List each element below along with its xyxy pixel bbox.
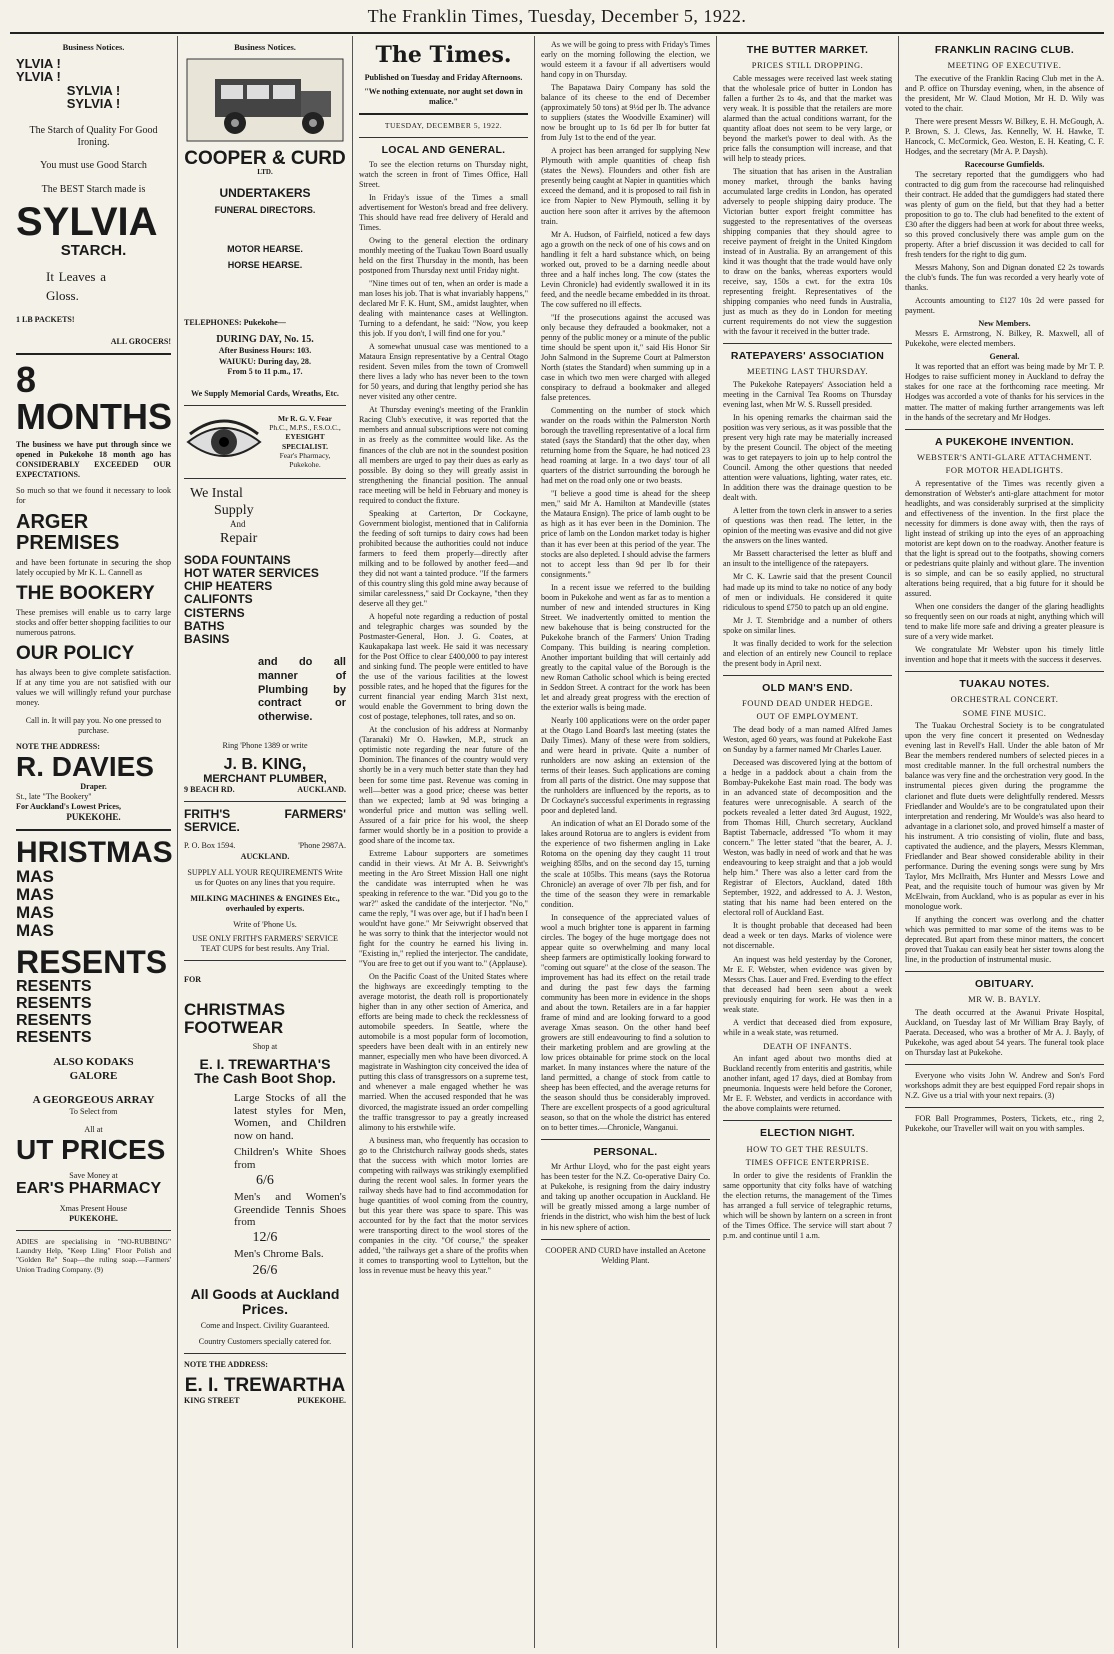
article-paragraph: A somewhat unusual case was mentioned to a Mataura Ensign representative by a Central Otago resident. Seven miles from the town of Cromwell there lives a lady who has never been to the town for 50 years, and during that lengthy period she has never visited any other centre. [359,342,528,402]
leaves-gloss: It Leaves a Gloss. [46,269,106,303]
repair: Repair [220,531,258,547]
select-from: To Select from [69,1107,118,1117]
obituary-text: The death occurred at the Awanui Private Hospital, Auckland, on Tuesday last of Mr William Bray Bayly, of Paerata. Deceased, who was a brother of Mr A. J. Bayly, of Pukekohe, was aged about 54 years. The funeral took place on Thursday last at Pukekohe. [905,1007,1104,1057]
published: Published on Tuesday and Friday Afternoons. [364,73,523,83]
sylvia-line: YLVIA ! [16,55,61,71]
election-subheading: TIMES OFFICE ENTERPRISE. [745,1157,870,1168]
mas-line: MAS [16,902,54,922]
article-paragraph: In consequence of the appreciated values of wool a much brighter tone is apparent in farming circles. The bogey of the huge mortgage does not appear quite so overwhelming and many local sheep farmers are optimistically looking forward to "coming out square" at the close of the season. The improvement has had its effect on the retail trade and during the past few days the farming community has been more in evidence in the shops and about the town. Retailers are in a far happier frame of mind and are looking forward to a good average Xmas season. On the other hand beef growers are still endeavouring to find a solution to their marketing problem and are growling at the low prices obtainable for prime stock on the local market. In many instances where the nature of the land permitted, a change of stock from cattle to sheep has been effected, and the average returns for the season should thus be considerably improved. There are excellent prospects of a good agricultural season, so that on the whole the district has entered on to better times.—Chronicle, Wanganui. [541,912,710,1133]
price-chrome: 26/6 [252,1263,278,1278]
chrome-bals: Men's Chrome Bals. [234,1248,324,1261]
cooper-note: COOPER AND CURD have installed an Acetone Welding Plant. [545,1245,706,1265]
bookery-text: These premises will enable us to carry large stocks and offer better shopping facilities to our numerous patrons. [16,607,171,637]
article-paragraph: Mr C. K. Lawrie said that the present Council had made up its mind to take no notice of any body of men or individuals. He considered it quite ridiculous to spend £750 to patch up an old engine. [723,572,892,612]
article-paragraph: It was reported that an effort was being made by Mr T. P. Hodges to raise sufficient money in Auckland to defray the stakes for one race at the forthcoming race meeting. Mr Hodges was accorded a vote of thanks for his services in the matter. The matter of making further arrangements was left in the hands of the secretary and Mr Hodges. [905,362,1104,422]
tennis-shoes: Men's and Women's Greendide Tennis Shoes from [234,1191,346,1229]
sylvia-line: SYLVIA ! [66,82,121,98]
pharmacy: EAR'S PHARMACY [16,1179,162,1197]
racing-club-heading: FRANKLIN RACING CLUB. [934,44,1075,56]
during-day: DURING DAY, No. 15. [216,334,314,346]
childrens-shoes: Children's White Shoes from [234,1146,346,1172]
obituary-heading: OBITUARY. [975,978,1034,991]
packets: 1 LB PACKETS! [16,314,75,324]
service-item: CALIFONTS [184,592,253,607]
article-paragraph: The Tuakau Orchestral Society is to be congratulated upon the very fine concert it presented on Wednesday evening last in Revell's Hall. Under the able baton of Mr Bear the members rendered numbers of selected pieces in a most creditable manner. In the full orchestral numbers the balance was very fine and the orchestration very good. In the instrumental pieces given during the programme the clarionet and flute duets were delightfully rendered. Messrs Friedlander and Woulde's are to be congratulated upon their interpretation and rendering. Mr Woulde's was also heard to advantage in a clarionet solo, and proved himself a master of his instrument. A trio consisting of violin, flute and bass, captivated the audience, and the players, Messrs Klemman, Friedlander and Bear showed considerable ability in their performance. During the evening songs were sung by Mrs Taylor, Mrs McIlraith, Mrs Hunter and Messrs Lowe and Peat, and the requisite touch of humour was given by Mr McElwain, from Auckland, who is as popular as ever in his monologue work. [905,721,1104,911]
grocers: ALL GROCERS! [110,336,171,346]
service-item: CISTERNS [184,605,245,620]
sylvia-big: SYLVIA [16,199,158,244]
invention-subheading: FOR MOTOR HEADLIGHTS. [945,465,1064,476]
save-money: Save Money at [69,1170,118,1180]
article-paragraph: A letter from the town clerk in answer to a series of questions was then read. The letter, in the opinion of the meeting was evasive and did not give the answers on the lines wanted. [723,506,892,546]
found-text: So much so that we found it necessary to look for [16,485,171,505]
draper: Draper. [80,781,107,791]
article-paragraph: A hopeful note regarding a reduction of postal and telegraphic charges was sounded by the Postmaster-General, Hon. J. G. Coates, at Kaukapakapa last week. He said it was necessary for the Post Office to clear £400,000 to pay interest and sinking fund. The people were entitled to have the use of the various facilities at the lowest possible rates, and he hoped that the figures for the current financial year ending March 31st next, would enable the Government to bring down the cost of postage, telephones, toll rates, and so on. [359,612,528,722]
ford-notice: Everyone who visits John W. Andrew and Son's Ford workshops admit they are best equipped Ford repair shops in N.Z. Give us a trial with your next repairs. (3) [905,1070,1104,1100]
column-5 [717,36,899,1648]
invention-heading: A PUKEKOHE INVENTION. [935,435,1074,448]
article-paragraph: Messrs E. Armstrong, N. Bilkey, R. Maxwell, all of Pukekohe, were elected members. [905,329,1104,349]
after-hours: After Business Hours: 103. [218,346,312,356]
members-heading: New Members. [978,319,1031,329]
masthead: The Franklin Times, Tuesday, December 5, 1922. [367,6,747,26]
undertakers: UNDERTAKERS [219,186,311,201]
price-children: 6/6 [256,1172,274,1188]
article-paragraph: There were present Messrs W. Bilkey, E. H. McGough, A. P. Brown, S. J. Clews, Jas. Kennelly, W. H. Hawke, T. Hancock, C. McCormick, Geo. Weston, E. H. Keating, C. F. Hodges, and the secretary (Mr A. P. Daysh). [905,116,1104,156]
programmes-notice: FOR Ball Programmes, Posters, Tickets, etc., ring 2, Pukekohe, our Traveller will wait on you with samples. [905,1113,1104,1133]
cash-boot-shop: The Cash Boot Shop. [194,1070,336,1087]
service-item: BASINS [184,631,230,646]
personal-heading: PERSONAL. [593,1146,658,1159]
invention-subheading: WEBSTER'S ANTI-GLARE ATTACHMENT. [916,451,1093,462]
ltd: LTD. [257,168,273,177]
butter-market-heading: THE BUTTER MARKET. [746,44,869,56]
shop-at: Shop at [252,1042,278,1052]
plumbing-text: and do all manner of Plumbing by contract or otherwise. [258,656,346,724]
note-address: NOTE THE ADDRESS: [184,1359,268,1369]
ratepayers-subheading: MEETING LAST THURSDAY. [747,366,868,377]
article-paragraph: The situation that has arisen in the Australian money market, through the banks having accumulated large credits in London, has operated adversely to people shipping dairy produce. The Victorian butter export freight committee has suggested to the representatives of the overseas shipping companies that they should agree to receive payment of freight in the United Kingdom instead of in Australia. By an arrangement of this kind it was thought that the trade would have only to draw on the banks, whereas exporters would receive, say, 150s a cwt. for the extra 10s representing freight. Representatives of the shipping companies who need funds in Australia, just as much as they do in London for meeting current requirements do not view the suggestion with the favour it received in the butter trade. [723,166,892,337]
column-6 [899,36,1110,1648]
starch-tagline: The Starch of Quality For Good Ironing. [29,125,158,149]
dateline: TUESDAY, DECEMBER 5, 1922. [384,121,503,131]
infants-heading: DEATH OF INFANTS. [763,1040,852,1051]
come-inspect: Come and Inspect. Civility Guaranteed. [200,1320,330,1330]
article-paragraph: "Nine times out of ten, when an order is made a man loses his job. That is what invariably happens," declared Mr F. K. Hunt, SM., amidst laughter, when dealing with maintenance cases at Wellington. Turning to a defendant, he said: "Now, you keep this job. If you don't, I will find one for you." [359,279,528,339]
trewartha-name: E. I. TREWARTHA [184,1374,346,1396]
tuakau-subheading: ORCHESTRAL CONCERT. [950,694,1059,705]
cut-prices: UT PRICES [16,1134,166,1166]
article-paragraph: An inquest was held yesterday by the Coroner, Mr E. F. Webster, when evidence was given by Messrs Chas. Lauer and Fred. Everding to the effect that deceased had been seen about a week previously enquiring for work. He was then in a weak state. [723,954,892,1014]
cooper-curd: COOPER & CURD [184,147,346,169]
phone-number: 'Phone 2987A. [298,841,346,851]
telephones: TELEPHONES: Pukekohe— [184,318,286,328]
article-paragraph: The secretary reported that the gumdiggers who had contracted to dig gum from the racecourse had relinquished their contract. He added that the gumdiggers had stated there was plenty of gum on the field, but that they had a better proposition to go to. The club had benefited to the extent of £30 after the diggers had been at work for about three weeks, so this proved conclusively there was ample gum on the property. After a brief discussion it was decided to call for fresh tenders for the right to dig gum. [905,169,1104,260]
optician-quals: Ph.C., M.P.S., F.S.O.C., [269,423,341,432]
pukekohe: PUKEKOHE. [297,1395,346,1405]
column-1 [10,36,178,1648]
months-heading: 8 MONTHS [16,358,172,438]
article-paragraph: On the Pacific Coast of the United States where the highways are exceedingly tempting to the average motorist, the death roll is proportionately higher than in any other section of America, and efforts are being made to check the recklessness of automobile speeders. In Seattle, where the automobile is a most popular form of locomotion, speeders have been dealt with in an entirely new manner, especially men who have been divorced. A magistrate in Washington city conceived the idea of putting this class of transgressors on a supreme test, and whenever a male engaged whether he was married. When the accused responded that he was divorced, the magistrate issued an order compelling the traffic transgressor to pay a greatly increased alimony to his erstwhile wife. [359,972,528,1132]
service-item: HOT WATER SERVICES [184,566,319,581]
trewartha: E. I. TREWARTHA'S [199,1055,331,1072]
galore: GALORE [69,1070,118,1083]
article-paragraph: It was finally decided to work for the selection and election of an entirely new Council to replace the present body in April next. [723,638,892,668]
article-paragraph: At the conclusion of his address at Normanby (Taranaki) Mr O. Hawken, M.P., struck an optimistic note regarding the near future of the Dominion. The finances of the country would very shortly be in a very much better state than they had been for some time past. Revenue was coming in well—better was a good price; cheese was better than we expected; lamb at 9d was bringing a wonderful price and mutton was selling well. Assured of a fair price for his wool, the sheep farmer would shortly be in a position to provide a good share of the income tax. [359,725,528,845]
christmas-heading: HRISTMAS [16,835,173,869]
article-paragraph: In Friday's issue of the Times a small advertisement for Weston's bread and free delivery. This should have read free delivery of Herald and Times. [359,192,528,232]
king-street: KING STREET [184,1395,240,1405]
article-paragraph: An indication of what an El Dorado some of the lakes around Rotorua are to anglers is evident from the experience of two fishermen angling in Lake Rotoma on the opening day they caught 11 trout weighing 85lbs, and on the second day 15, turning the scale at 105lbs. This means (says the Rotorua Chronicle) an average of over 7lb per fish, and for the time of the season they were in remarkable condition. [541,819,710,909]
pukekohe: PUKEKOHE. [69,1213,118,1223]
article-paragraph: A project has been arranged for supplying New Plymouth with ample quantities of cheap fish (states the News). Flounders and other fish are presently being caught at Napier in quantities which exceed the demand, and it is proposed to rail fish in ice from Napier to New Plymouth, selling it by auction here soon after it arrives by the afternoon train. [541,146,710,226]
article-paragraph: At Thursday evening's meeting of the Franklin Racing Club's executive, it was reported that the members and annual subscriptions were not coming in as freely as the committee would like. As the finances of the club are not in the soundest position all members are urged to pay their dues as early as possible. By doing so they will greatly assist in strengthening the financial position. The annual race meeting will be held in February and money is required to conduct the fixture. [359,405,528,505]
article-paragraph: A business man, who frequently has occasion to go to the Christchurch railway goods sheds, states that the success with which motor lorries are competing with railways was strikingly exemplified during the recent wool sales. In former years the railway sheds have had to find accommodation for huge quantities of wool coming from the country, but this year there was space to spare. This was accounted for by the fact that the motor services were transporting direct to the wool stores of the companies in the city. "Of course," the speaker added, "the railways get a share of the profits when it comes to transporting wool to Lyttelton, but the loss in revenue must be heavy this year." [359,1135,528,1276]
article-paragraph: Mr A. Hudson, of Fairfield, noticed a few days ago a growth on the neck of one of his cows and on handling it felt a hard substance which, on being worked out, proved to be a darning needle about three and a half inches long. The cow (states the Levin Chronicle) had evidently swallowed it in its feed, and the needle became embedded in its throat. The cow suffered no ill effects. [541,229,710,309]
pukekohe: PUKEKOHE. [66,811,121,822]
for-label: FOR [184,974,202,984]
large-stocks: Large Stocks of all the latest styles for Men, Women, and Children now on hand. [234,1091,346,1142]
article-paragraph: The dead body of a man named Alfred James Weston, aged 60 years, was found at Pukekohe East on Sunday by a farmer named Mr Charles Lauer. [723,724,892,754]
article-paragraph: To see the election returns on Thursday night, watch the screen in front of Times Office, Hall Street. [359,159,528,189]
supply: Supply [214,502,254,518]
article-paragraph: Accounts amounting to £127 10s 2d were passed for payment. [905,296,1104,316]
article-paragraph: Commenting on the number of stock which wander on the roads within the Palmerston North borough the travelling representative of a local firm stated (says the Standard) that the other day, when returning home from the Square, he had noticed 23 head roaming at large. In a two days' tour of all quarters of the district surrounding the borough he had met on the road only one or two beasts. [541,406,710,486]
election-text: In order to give the residents of Franklin the same opportunity that city folks have of watching the election returns, the management of the Times has arranged a full service of telegraphic returns, which will be shown by lantern on a screen in front of the Times Office. The service will start about 7 p.m. and continue until 1 a.m. [723,1170,892,1240]
premises-text: and have been fortunate in securing the shop lately occupied by Mr K. L. Cannell as [16,557,171,577]
service-item: SODA FOUNTAINS [184,552,291,567]
article-paragraph: "I believe a good time is ahead for the sheep men," said Mr A. Hamilton at Mandeville (states the Mataura Ensign). The price of lamb ought to be as high as it has ever been in the Dominion. The price of lamb on the London market today is higher than it has ever been at this period of the year. The stocks are also depleted. I should advise the farmers not to accept less than 9d per lb for their consignments." [541,489,710,579]
country-customers: Country Customers specially catered for. [198,1336,332,1346]
mas-line: MAS [16,920,54,940]
auckland: AUCKLAND. [240,851,290,861]
georgeous-array: A GEORGEOUS ARRAY [32,1093,155,1106]
article-paragraph: As we will be going to press with Friday's Times early on the morning following the election, we would esteem it a favour if all advertisers would hand copy in on Thursday. [541,40,710,80]
late-bookery: St., late "The Bookery" [16,791,92,801]
bookery-heading: THE BOOKERY [16,582,155,604]
article-paragraph: "If the prosecutions against the accused was only because they defrauded a bookmaker, not a penny of the public money or a minute of the public time should be spent upon it," said His Honor Sir John Salmond in the Supreme Court at Palmerston North (states the Standard) when summing up in a case in which two men were charged with alleged conspiracy to defraud a bookmaker and alleged false pretences. [541,312,710,403]
column-3 [353,36,535,1648]
old-man-subheading: OUT OF EMPLOYMENT. [756,711,859,722]
larger-premises: ARGER PREMISES [16,510,120,554]
auckland: AUCKLAND. [297,785,346,795]
service-item: CHIP HEATERS [184,579,273,594]
optician-location: Fear's Pharmacy, Pukekohe. [279,450,331,470]
call-in: Call in. It will pay you. No one pressed to purchase. [25,716,162,736]
article-paragraph: If anything the concert was overlong and the chatter which was permitted to mar some of the items was to be deprecated. But apart from these minor matters, the concert proved that Tuakau can easily beat her sister towns along the line, in the production of instrumental music. [905,914,1104,965]
waiuku: WAIUKU: During day, 28. [219,356,311,366]
kodaks: ALSO KODAKS [53,1056,134,1069]
article-paragraph: It is thought probable that deceased had been dead a week or ten days. Marks of violence were not discernable. [723,921,892,951]
business-notices-header: Business Notices. [62,42,125,52]
article-paragraph: When one considers the danger of the glaring headlights so frequently seen on our roads at night, anything which will tend to make life more safe and driving a greater pleasure is sure of a very wide market. [905,602,1104,642]
article-paragraph: Mr Bassett characterised the letter as bluff and an insult to the intelligence of the ratepayers. [723,549,892,569]
sylvia-line: SYLVIA ! [66,96,121,112]
article-paragraph: In a recent issue we referred to the building boom in Pukekohe and went as far as to mention a number of new and intended structures in King Street. We inadvertently omitted to mention the new bakehouse that is being constructed for the Pukekohe branch of the Farmers' Union Trading Company. This building is nearing completion. Another important building that will certainly add greatly to the capital value of the Borough is the new Roman Catholic school which is being erected in Seddon Street. A contract for the work has been let and already great progress with the erection of the exterior walls is being made. [541,582,710,712]
horse-hearse: HORSE HEARSE. [227,259,303,270]
motto: "We nothing extenuate, nor aught set down in malice." [364,87,523,107]
article-paragraph: Deceased was discovered lying at the bottom of a hedge in a paddock about a chain from the Bombay-Pukekohe East main road. The body was in an advanced state of decomposition and the features were unrecognisable. A search of the pockets revealed a letter dated 3rd August, 1922, from Thomas Hill, Church secretary, Auckland Baptist Tabernacle, addressed "To whom it may concern." The letter stated "that the bearer, A. J. Weston, was badly in need of work and that he was endeavouring to keep straight and that a job would help him." There was also a letter card from the Registrar of Electors, Auckland, dated 18th September, 1922, and addressed to A. J. Weston, stating that his name had been entered on the electoral roll of Auckland East. [723,757,892,918]
supply-all: SUPPLY ALL YOUR REQUIREMENTS Write us for Quotes on any lines that you require. [187,867,343,887]
and: And [230,519,246,530]
address-label: NOTE THE ADDRESS: [16,742,100,752]
footer-notice: ADIES are specialising in "NO-RUBBING" Laundry Help, "Keep Lling" Floor Polish and "Golden Re" Soap—the ruling soap.—Farmers' Union Trading Company. (9) [16,1236,171,1274]
election-subheading: HOW TO GET THE RESULTS. [746,1143,869,1154]
presents-line: RESENTS [16,995,92,1013]
eye-illustration [184,412,264,472]
butter-subheading: PRICES STILL DROPPING. [751,60,864,71]
racing-subheading: MEETING OF EXECUTIVE. [947,60,1062,71]
presents-line: RESENTS [16,1028,92,1046]
write-phone: Write of 'Phone Us. [233,919,297,929]
obituary-subheading: MR W. B. BAYLY. [968,994,1041,1005]
column-4 [535,36,717,1648]
general-heading: General. [989,352,1020,362]
page-columns [10,36,1110,1648]
king-name: J. B. KING, [223,755,307,773]
evening-hours: From 5 to 11 p.m., 17. [227,366,303,376]
article-paragraph: Mr J. T. Stembridge and a number of others spoke on similar lines. [723,615,892,635]
article-paragraph: Nearly 100 applications were on the order paper at the Otago Land Board's last meeting (states the Daily Times). Many of these were from soldiers, and were heard in private. Quite a number of runholders are now asking an extension of the terms of their leases. Such applications are coming from all parts of the district. One may suppose that the runholders are influenced by the reports, as to Dr Cockayne's successful experiments in regrassing poor and depleted land. [541,716,710,816]
service-item: BATHS [184,618,225,633]
article-paragraph: A verdict that deceased died from exposure, while in a weak state, was returned. [723,1017,892,1037]
presents-line: RESENTS [16,978,92,996]
old-man-subheading: FOUND DEAD UNDER HEDGE. [742,697,873,708]
racecourse-heading: Racecourse Gumfields. [964,159,1045,169]
hearse-illustration [184,57,346,143]
beach-rd: 9 BEACH RD. [184,785,235,795]
policy-heading: OUR POLICY [16,642,135,664]
plumber: MERCHANT PLUMBER, [203,772,327,785]
column-2 [178,36,353,1648]
xmas-house: Xmas Present House [59,1203,128,1213]
article-paragraph: The Bapatawa Dairy Company has sold the balance of its cheese to the end of December (approximately 50 tons) at 9½d per lb. The advance to suppliers (states the Woodville Examiner) will now be brought up to 1s 6d per lb for butter fat from July 1st to the end of the year. [541,83,710,143]
all-goods: All Goods at Auckland Prices. [190,1286,340,1318]
article-paragraph: The Pukekohe Ratepayers' Association held a meeting in the Carnival Tea Rooms on Thursday evening last, when Mr W. S. Russell presided. [723,379,892,409]
optician-name: Mr R. G. V. Fear [278,413,332,423]
months-text: The business we have put through since we opened in Pukekohe 18 month ago has CONSIDERABLY EXCEEDED OUR EXPECTATIONS. [16,440,171,479]
election-night-heading: ELECTION NIGHT. [760,1127,855,1140]
funeral-directors: FUNERAL DIRECTORS. [214,204,316,215]
po-box: P. O. Box 1594. [184,841,236,851]
presents-line: RESENTS [16,1011,92,1029]
christmas-footwear: CHRISTMAS FOOTWEAR [184,999,286,1037]
memorial: We Supply Memorial Cards, Wreaths, Etc. [191,388,339,398]
lowest-prices: For Auckland's Lowest Prices, [16,801,122,811]
price-tennis: 12/6 [252,1230,278,1246]
times-title: The Times. [375,42,512,68]
sylvia-line: YLVIA ! [16,69,61,85]
ring-phone: Ring 'Phone 1389 or write [222,740,308,750]
old-mans-end-heading: OLD MAN'S END. [762,681,853,694]
motor-hearse: MOTOR HEARSE. [227,244,303,255]
article-paragraph: Cable messages were received last week stating that the wholesale price of butter in London has fallen a further 2s to 4s, and that the market was very weak. It is possible that the retailers are more alarmed than the actual conditions warrant, for the quantity afloat does not seem to be very large, or beyond the market's power to deal with. As the price falls the consumption will increase, and that will help to steady prices. [723,73,892,163]
davies-name: R. DAVIES [16,751,154,783]
article-paragraph: Extreme Labour supporters are sometimes candid in their views. At Mr A. B. Seivwright's meeting in the Aro Street Mission Hall one night the candidate was interrupted when he was speaking in reference to the war. "Did you go to the war?" asked the candidate of the interjector. "No," came the reply, "I was over age, but if I had'n been I would'nt have gone." Mr Seivwright observed that he was sorry to think that the interjector would not fight for the country he earned his living in. "Existing in," replied the interjector. The candidate, "You are free to get out if you want to." (Applause). [359,848,528,969]
presents-heading: RESENTS [16,943,168,980]
infants-text: An infant aged about two months died at Buckland recently from enteritis and gastritis, while another infant, aged 17 days, died at Bombay from pneumonia. Inquests were held before the Coroner, Mr E. F. Webster, and verdicts in accordance with the above complaints were returned. [723,1054,892,1114]
mas-line: MAS [16,867,54,887]
article-paragraph: Owing to the general election the ordinary monthly meeting of the Tuakau Town Board usually held on the first Thursday in the month, has been postponed from Thursday next until Friday night. [359,235,529,275]
friths-heading: FRITH'S FARMERS' SERVICE. [184,807,346,834]
all-at: All at [84,1125,103,1135]
article-paragraph: We congratulate Mr Webster upon his timely little invention and hope that it meets with the success it deserves. [905,645,1104,665]
personal-text: Mr Arthur Lloyd, who for the past eight years has been tester for the N.Z. Co-operative Dairy Co. at Pukekohe, is resigning from the dairy industry and taking up another occupation in Auckland. He will be greatly missed among a large number of friends in the district, who wish him the best of luck in his new sphere of action. [541,1162,710,1232]
article-paragraph: Messrs Mahony, Son and Dignan donated £2 2s towards the club's funds. The fun was recorded a very hearly vote of thanks. [905,263,1104,293]
article-paragraph: In his opening remarks the chairman said the position was very serious, as it was possible that the present very high rate may be materially increased by the present Council. The object of the meeting was to get ratepayers to join up to help control the Council. Among the other questions that needed attention were valuations, lighting, water rates, etc. In addition there was the drainage question to be dealt with. [723,413,892,503]
masthead-rule [10,32,1104,34]
we-install: We Instal [190,485,243,501]
starch-label: STARCH. [60,241,127,259]
tuakau-subheading: SOME FINE MUSIC. [962,707,1047,718]
article-paragraph: The executive of the Franklin Racing Club met in the A. and P. office on Thursday evening, when, in the absence of the president, Mr W. Claud Motion, Mr H. D. Wily was voted to the chair. [905,73,1104,113]
must-use: You must use Good Starch [40,159,147,171]
article-paragraph: A representative of the Times was recently given a demonstration of Webster's anti-glare attachment for motor headlights, and was considerably surprised at the simplicity and effectiveness of the invention. In the first place the necessity for dimmers is done away with, then the rays of light instead of striking up into the eyes of an approaching motorist are kept down on to the roadway. Another feature is that the light is spread out to the footpaths, showing corners or pedestrians quite plainly and without glare. The invention is so simple, and can be so easily applied, no structural alterations being required, that a big future for it should be assured. [905,478,1104,598]
milking-machines: MILKING MACHINES & ENGINES Etc., overhauled by experts. [190,893,340,913]
tea-cups: USE ONLY FRITH'S FARMERS' SERVICE TEAT CUPS for best results. Any Trial. [192,933,338,953]
local-general-heading: LOCAL AND GENERAL. [381,143,506,156]
mas-line: MAS [16,885,54,905]
policy-text: has always been to give complete satisfaction. If at any time you are not satisfied with our values we will willingly refund your purchase money. [16,667,171,707]
tuakau-heading: TUAKAU NOTES. [959,678,1050,691]
business-notices-header: Business Notices. [234,42,296,52]
eyesight-specialist: EYESIGHT SPECIALIST. [282,432,328,451]
ratepayers-heading: RATEPAYERS' ASSOCIATION [730,350,885,363]
article-paragraph: Speaking at Carterton, Dr Cockayne, Government biologist, mentioned that in California the feeding of soft turnips to dairy cows had been prohibited because the authorities could not induce farmers to feed them properly—directly after milking and to be followed by another feed—and they did not want a tainted produce. "If the farmers of this country sling this gold mine away because of similar carelessness," said Dr Cockayne, "then they deserve all they get." [359,508,528,608]
best-starch: The BEST Starch made is [41,184,146,196]
